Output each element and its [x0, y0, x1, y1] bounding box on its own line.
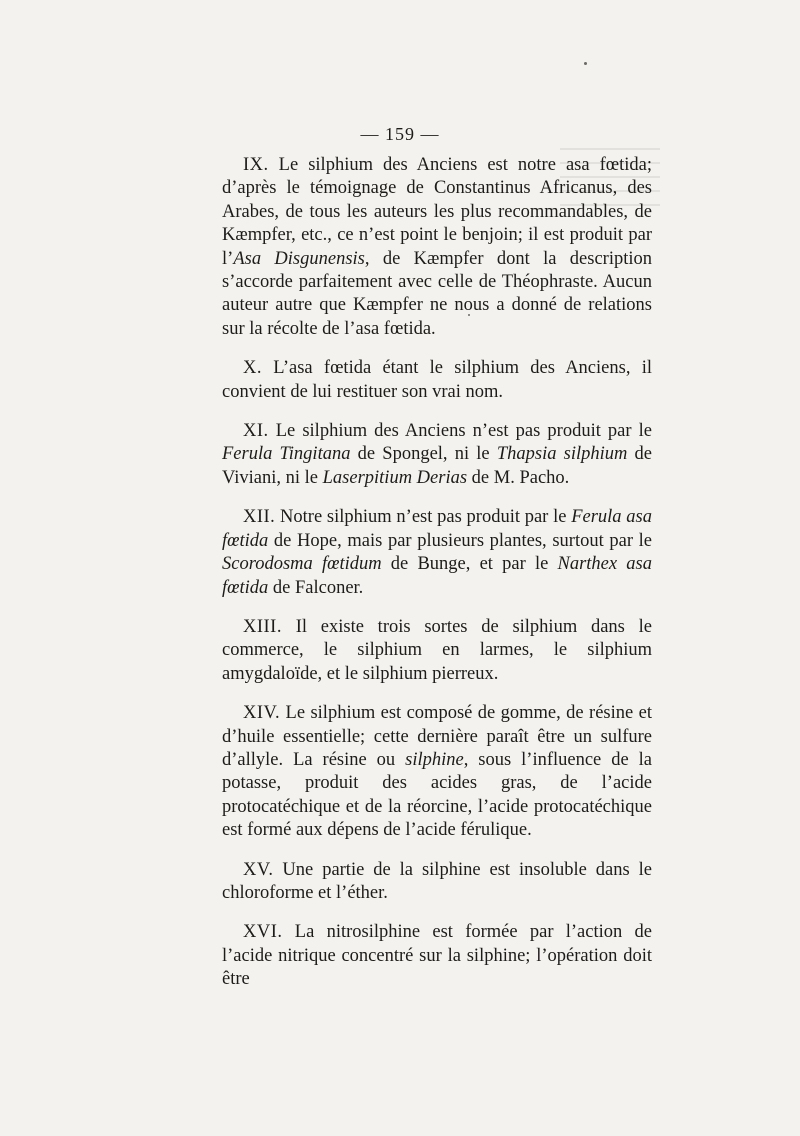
italic-term: Thapsia silphium — [496, 444, 628, 465]
paragraph-text: Le silphium des Anciens est notre asa fœtida; d’après le témoignage de Constantinus Africanus, des Arabes, de tous les auteurs les plus recommandables, de Kæmpfer, etc., ce n’est point le benjoin; il est produit par l’ — [222, 155, 652, 269]
paragraph-xi — [222, 420, 652, 490]
body-text — [222, 154, 652, 1008]
article-number: XIV. — [243, 703, 281, 724]
article-number: XV. — [243, 859, 274, 880]
paragraph-xii — [222, 506, 652, 600]
paragraph-text: de Falconer. — [268, 577, 364, 598]
paragraph-text: Notre silphium n’est pas produit par le — [275, 507, 572, 528]
paper-speck — [584, 62, 587, 65]
italic-term: Asa Disgunensis — [233, 248, 365, 269]
italic-term: Ferula Tingitana — [222, 444, 351, 465]
paragraph-text: Le silphium des Anciens n’est pas produit par le — [268, 421, 652, 442]
paragraph-text: de Hope, mais par plusieurs plantes, surtout par le — [268, 530, 652, 551]
article-number: X. — [243, 358, 262, 379]
paragraph-x — [222, 357, 652, 404]
paragraph-text: de M. Pacho. — [467, 467, 570, 488]
paragraph-xiv — [222, 702, 652, 842]
paragraph-text: L’asa fœtida étant le silphium des Anciens, il convient de lui restituer son vrai nom. — [222, 358, 652, 402]
article-number: XIII. — [243, 616, 282, 637]
page-number: — 159 — — [360, 124, 440, 144]
article-number: IX. — [243, 155, 269, 175]
italic-term: silphine — [405, 749, 464, 770]
italic-term: Ferula asa fœtida — [222, 507, 652, 551]
article-number: XI. — [243, 421, 269, 442]
paragraph-ix — [222, 154, 652, 341]
italic-term: Laserpitium Derias — [322, 467, 468, 488]
paragraph-text: Une partie de la silphine est insoluble dans le chloroforme et l’éther. — [222, 859, 652, 903]
paragraph-text: de Viviani, ni le — [222, 444, 653, 488]
paragraph-text: de Bunge, et par le — [381, 554, 558, 575]
article-number: XVI. — [243, 922, 283, 943]
paragraph-text: Le silphium est composé de gomme, de résine et d’huile essentielle; cette dernière paraît être un sulfure d’allyle. La résine ou — [222, 703, 652, 770]
italic-term: Scorodosma fœtidum — [222, 554, 382, 575]
paragraph-xiii — [222, 616, 652, 686]
paragraph-text: Il existe trois sortes de silphium dans le commerce, le silphium en larmes, le silphium amygdaloïde, et le silphium pierreux. — [222, 616, 652, 684]
paragraph-text: , de Kæmpfer dont la description s’accorde parfaitement avec celle de Théophraste. Aucun auteur autre que Kæmpfer ne nous a donné de relations sur la récolte de l’asa fœtida. — [222, 248, 652, 339]
italic-term: Narthex asa fœtida — [222, 554, 652, 598]
paragraph-xvi — [222, 921, 652, 991]
paragraph-text: La nitrosilphine est formée par l’action de l’acide nitrique concentré sur la silphine; l’opération doit être — [222, 922, 652, 990]
paragraph-text: de Spongel, ni le — [350, 444, 497, 465]
paragraph-text: , sous l’influence de la potasse, produit des acides gras, de l’acide protocatéchique et de la réorcine, l’acide protocatéchique est formé aux dépens de l’acide férulique. — [222, 749, 652, 841]
article-number: XII. — [243, 507, 276, 528]
paragraph-xv — [222, 859, 652, 906]
